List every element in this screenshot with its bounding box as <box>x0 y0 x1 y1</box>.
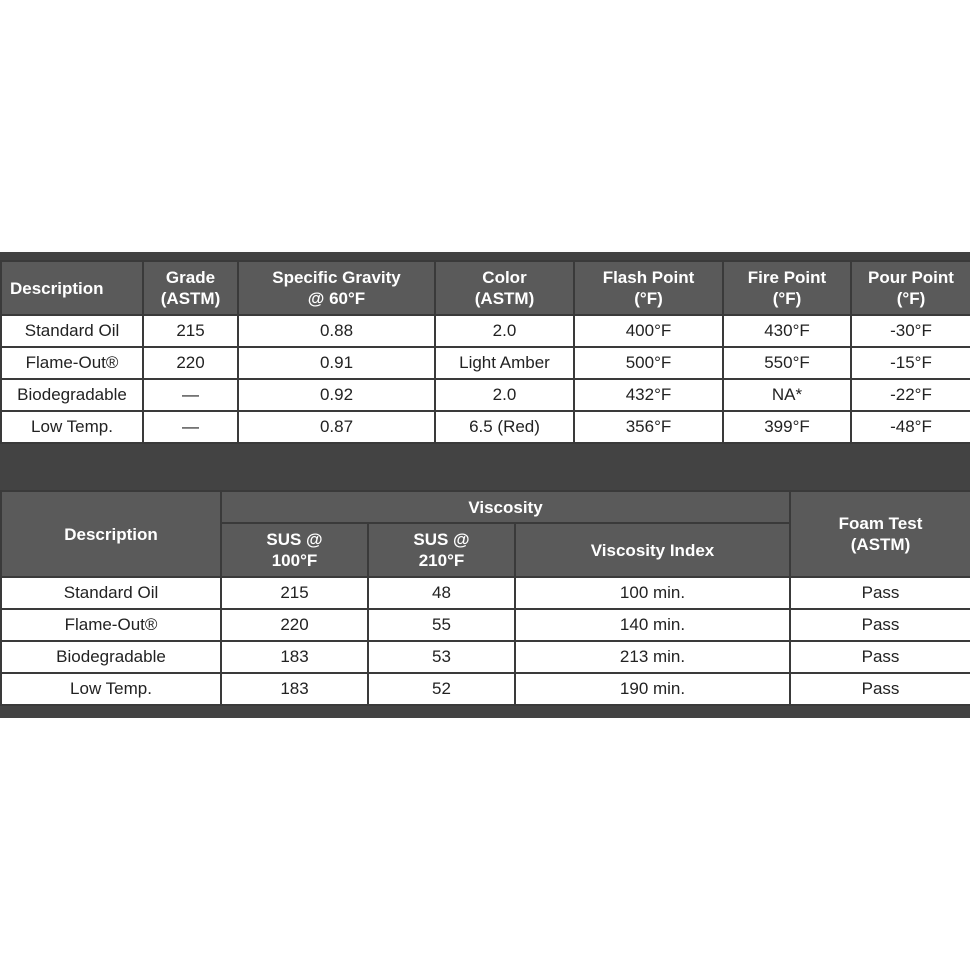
cell-pour-point: -15°F <box>851 347 970 379</box>
table-row <box>1 411 970 443</box>
header-sus-210 <box>368 523 515 577</box>
table-row <box>1 315 970 347</box>
cell-foam-test: Pass <box>790 641 970 673</box>
header-line: Fire Point <box>747 268 827 287</box>
cell-foam-test: Pass <box>790 673 970 705</box>
header-color <box>435 261 574 315</box>
cell-description: Flame-Out® <box>1 609 221 641</box>
cell-sus-210: 48 <box>368 577 515 609</box>
cell-description: Flame-Out® <box>1 347 143 379</box>
header-line: Color <box>482 268 527 287</box>
header-specific-gravity <box>238 261 435 315</box>
cell-specific-gravity: 0.91 <box>238 347 435 379</box>
cell-sus-100: 183 <box>221 673 368 705</box>
cell-sus-100: 220 <box>221 609 368 641</box>
cell-viscosity-index: 213 min. <box>515 641 790 673</box>
header-line: (ASTM) <box>474 289 535 308</box>
table-row <box>1 641 970 673</box>
header-line: Flash Point <box>602 268 695 287</box>
header-line: (°F) <box>896 289 926 308</box>
cell-flash-point: 400°F <box>574 315 723 347</box>
cell-sus-210: 52 <box>368 673 515 705</box>
cell-viscosity-index: 190 min. <box>515 673 790 705</box>
cell-fire-point: 430°F <box>723 315 851 347</box>
header-line: (ASTM) <box>850 535 911 554</box>
cell-description: Standard Oil <box>1 577 221 609</box>
cell-flash-point: 356°F <box>574 411 723 443</box>
header-description: Description <box>1 491 221 577</box>
cell-sus-100: 183 <box>221 641 368 673</box>
header-description <box>1 261 143 315</box>
cell-sus-100: 215 <box>221 577 368 609</box>
properties-table <box>0 260 970 444</box>
cell-flash-point: 500°F <box>574 347 723 379</box>
cell-color: 6.5 (Red) <box>435 411 574 443</box>
header-viscosity-index: Viscosity Index <box>515 523 790 577</box>
header-line: Specific Gravity <box>272 268 401 287</box>
header-line: SUS @ <box>266 530 323 549</box>
table-row <box>1 609 970 641</box>
header-viscosity-group: Viscosity <box>221 491 790 523</box>
cell-pour-point: -22°F <box>851 379 970 411</box>
header-line: (°F) <box>634 289 663 308</box>
cell-description: Low Temp. <box>1 411 143 443</box>
cell-sus-210: 53 <box>368 641 515 673</box>
cell-grade: 215 <box>143 315 238 347</box>
table-row <box>1 577 970 609</box>
header-line: 100°F <box>271 551 318 570</box>
cell-color: 2.0 <box>435 315 574 347</box>
header-flash-point <box>574 261 723 315</box>
table-row <box>1 673 970 705</box>
cell-pour-point: -48°F <box>851 411 970 443</box>
viscosity-header-row <box>1 491 970 523</box>
cell-sus-210: 55 <box>368 609 515 641</box>
cell-fire-point: 399°F <box>723 411 851 443</box>
viscosity-table <box>0 490 970 706</box>
header-line: Description <box>10 278 104 298</box>
table-row <box>1 347 970 379</box>
header-line: 210°F <box>418 551 465 570</box>
cell-grade: 220 <box>143 347 238 379</box>
cell-foam-test: Pass <box>790 577 970 609</box>
cell-viscosity-index: 100 min. <box>515 577 790 609</box>
cell-pour-point: -30°F <box>851 315 970 347</box>
header-line: Grade <box>165 268 216 287</box>
header-line: SUS @ <box>413 530 470 549</box>
cell-viscosity-index: 140 min. <box>515 609 790 641</box>
cell-color: Light Amber <box>435 347 574 379</box>
cell-flash-point: 432°F <box>574 379 723 411</box>
cell-fire-point: 550°F <box>723 347 851 379</box>
cell-specific-gravity: 0.88 <box>238 315 435 347</box>
cell-description: Low Temp. <box>1 673 221 705</box>
cell-description: Standard Oil <box>1 315 143 347</box>
header-fire-point <box>723 261 851 315</box>
properties-header-row <box>1 261 970 315</box>
cell-fire-point: NA* <box>723 379 851 411</box>
cell-grade: — <box>143 411 238 443</box>
header-line: (°F) <box>772 289 802 308</box>
header-line: @ 60°F <box>307 289 366 308</box>
cell-grade: — <box>143 379 238 411</box>
header-grade <box>143 261 238 315</box>
header-foam-test <box>790 491 970 577</box>
cell-description: Biodegradable <box>1 641 221 673</box>
table-row <box>1 379 970 411</box>
header-pour-point <box>851 261 970 315</box>
cell-specific-gravity: 0.92 <box>238 379 435 411</box>
header-line: Pour Point <box>868 268 954 287</box>
header-sus-100 <box>221 523 368 577</box>
cell-specific-gravity: 0.87 <box>238 411 435 443</box>
header-line: Foam Test <box>838 514 923 533</box>
cell-foam-test: Pass <box>790 609 970 641</box>
header-line: (ASTM) <box>160 289 221 308</box>
cell-color: 2.0 <box>435 379 574 411</box>
cell-description: Biodegradable <box>1 379 143 411</box>
